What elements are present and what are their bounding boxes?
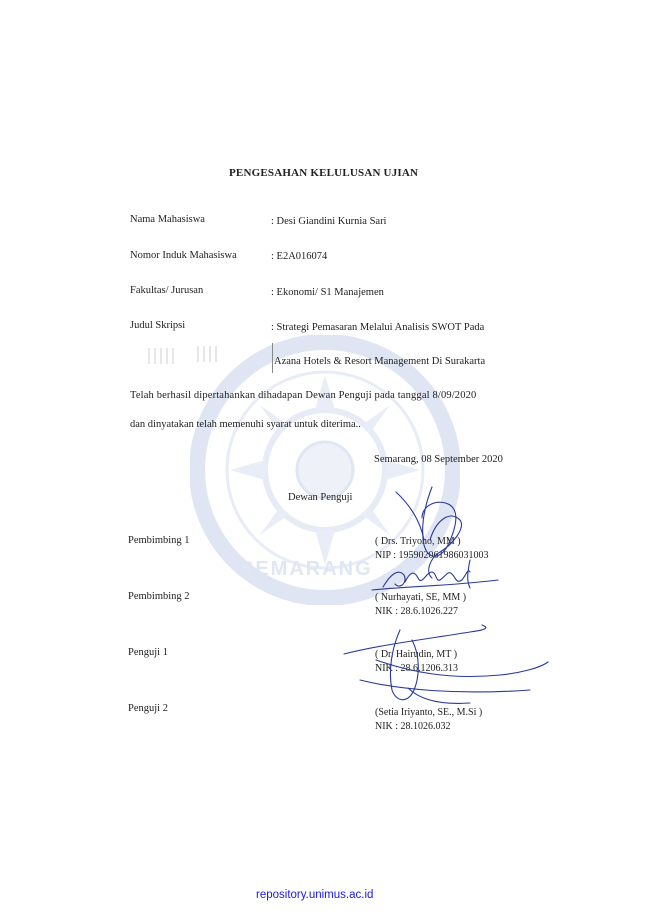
field-value-thesis: : Strategi Pemasaran Melalui Analisis SWOT Pada: [271, 322, 485, 333]
examiner-id: NIK : 28.6.1206.313: [375, 663, 459, 674]
statement-line-2: dan dinyatakan telah memenuhi syarat untuk diterima..: [130, 419, 361, 430]
field-label-nim: Nomor Induk Mahasiswa: [130, 250, 237, 261]
board-title: Dewan Penguji: [288, 492, 353, 503]
examiner-role: Penguji 1: [128, 647, 168, 658]
page-title: PENGESAHAN KELULUSAN UJIAN: [229, 167, 419, 179]
examiner-role: Pembimbing 1: [128, 535, 190, 546]
statement-line-1: Telah berhasil dipertahankan dihadapan Dewan Penguji pada tanggal 8/09/2020: [130, 390, 477, 401]
field-label-thesis: Judul Skripsi: [130, 320, 186, 331]
margin-mark: [272, 343, 273, 373]
field-label-name: Nama Mahasiswa: [130, 214, 205, 225]
examiner-role: Pembimbing 2: [128, 591, 190, 602]
scan-smudge: [148, 348, 178, 364]
examiner-role: Penguji 2: [128, 703, 168, 714]
scan-smudge: [197, 346, 221, 362]
field-value-name: : Desi Giandini Kurnia Sari: [271, 216, 387, 227]
examiner-name: ( Drs. Triyono, MM ): [375, 536, 461, 547]
examiner-name: ( Nurhayati, SE, MM ): [375, 592, 467, 603]
place-date: Semarang, 08 September 2020: [374, 454, 503, 465]
field-value-faculty: : Ekonomi/ S1 Manajemen: [271, 287, 384, 298]
examiner-id: NIP : 195902061986031003: [375, 550, 489, 561]
repository-link[interactable]: repository.unimus.ac.id: [256, 889, 374, 901]
examiner-id: NIK : 28.1026.032: [375, 721, 451, 732]
watermark-text: SEMARANG: [240, 558, 373, 580]
field-value-thesis-cont: Azana Hotels & Resort Management Di Surakarta: [274, 356, 486, 367]
field-label-faculty: Fakultas/ Jurusan: [130, 285, 204, 296]
examiner-id: NIK : 28.6.1026.227: [375, 606, 459, 617]
field-value-nim: : E2A016074: [271, 251, 328, 262]
examiner-name: ( Dr. Hairudin, MT ): [375, 649, 458, 660]
examiner-name: (Setia Iriyanto, SE., M.Si ): [375, 707, 483, 718]
